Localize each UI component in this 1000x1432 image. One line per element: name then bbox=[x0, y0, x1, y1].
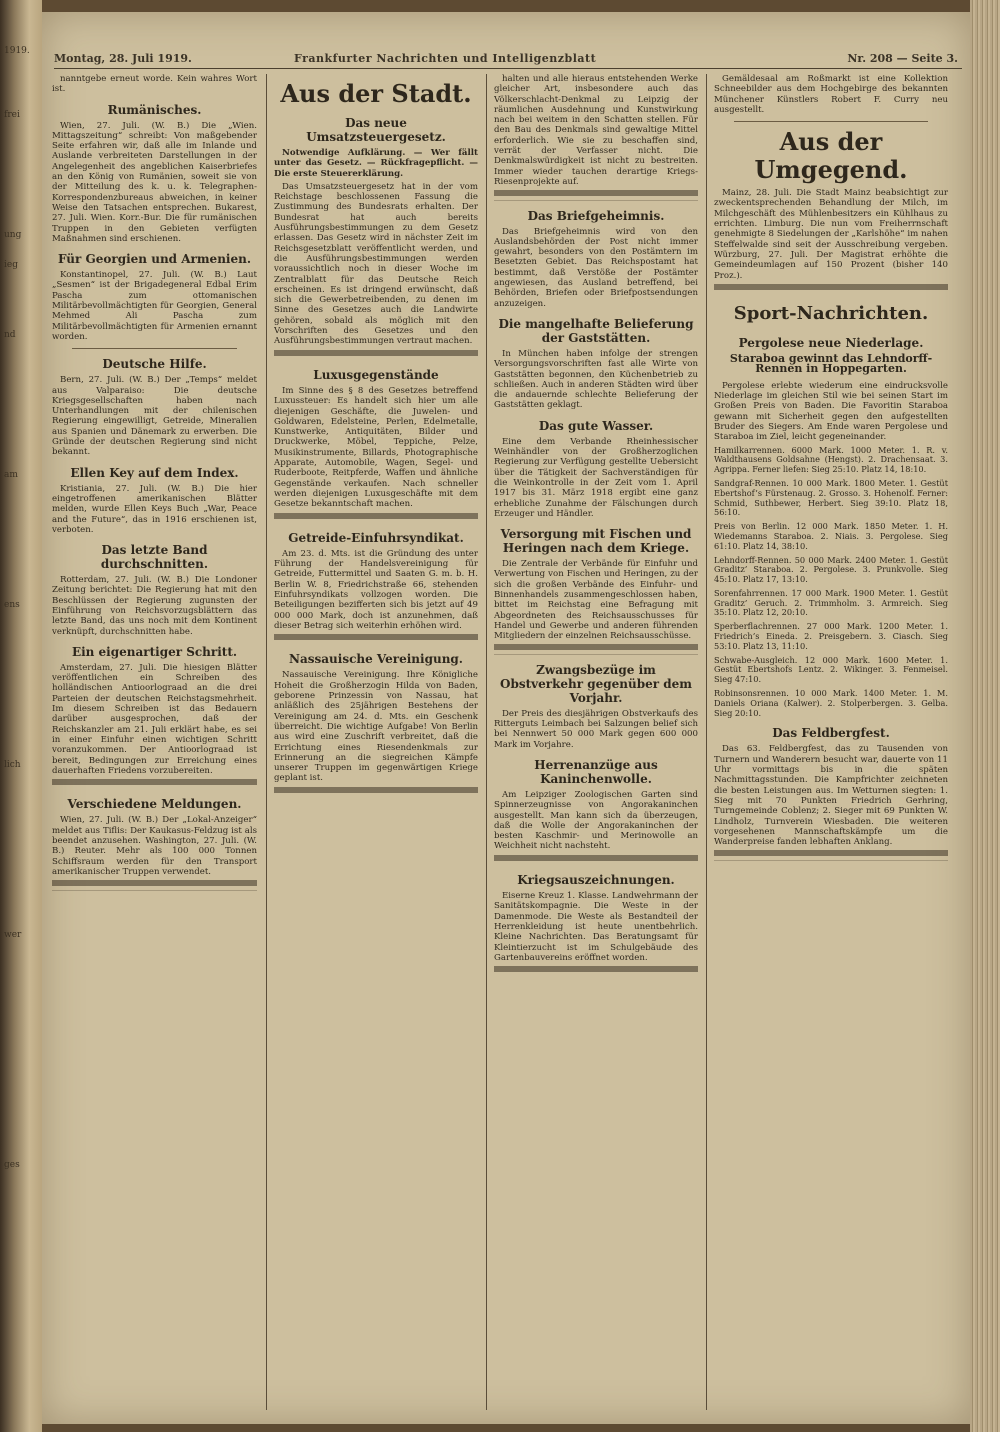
spine-fragment: ens bbox=[4, 600, 20, 610]
race-result: Hamilkarrennen. 6000 Mark. 1000 Meter. 1. R. v. Waldthausens Goldsahne (Hengst). 2. Drachensaat. 3. Agrippa. Ferner liefen: Sieg 25:10. Platz 14, 18:10. bbox=[714, 444, 948, 475]
spine-fragment: wer bbox=[4, 930, 22, 940]
race-result: Schwabe-Ausgleich. 12 000 Mark. 1600 Meter. 1. Gestüt Ebertshofs Lentz. 2. Wikinger. 3. Fenmeisel. Sieg 47:10. bbox=[714, 654, 948, 685]
headline-feldbergfest: Das Feldbergfest. bbox=[772, 726, 890, 741]
article-text: Wien, 27. Juli. (W. B.) Die „Wien. Mittagszeitung“ schreibt: Von maßgebender Seite erfahren wir, daß alle im Inlande und Auslande verbreiteten Darstellungen in der Angelegenheit des angeblichen Kaiserbriefes an den König von Rumänien, soweit sie von der Mitteilung des k. u. k. Telegraphen-Korrespondenzbureaus abweichen, in keiner Weise den Tatsachen entsprechen. Bukarest, 27. Juli. Wien. Korr.-Bur. Die für rumänischen Truppen in den Gebieten verfügten Maßnahmen sind erschienen. bbox=[52, 120, 257, 244]
article-text: Konstantinopel, 27. Juli. (W. B.) Laut „Sesmen“ ist der Brigadegeneral Edbal Erim Pascha zum ottomanischen Militärbevollmächtigten für Georgien, General Mehmed Ali Pascha zum Militärbevollmächtigten für Armenien ernannt worden. bbox=[52, 270, 257, 342]
lead-text: nanntgebe erneut worde. Kein wahres Wort ist. bbox=[52, 74, 257, 95]
column-rule bbox=[706, 74, 707, 1410]
headline-briefgeheimnis: Das Briefgeheimnis. bbox=[527, 208, 665, 223]
headline-eigenartiger-schritt: Ein eigenartiger Schritt. bbox=[71, 644, 238, 659]
article-text: Das Umsatzsteuergesetz hat in der vom Reichstage beschlossenen Fassung die Zustimmung des Bundesrats erhalten. Der Bundesrat hat auch bereits Ausführungsbestimmungen zu dem Gesetz erlassen. Das Gesetz wird in nächster Zeit im Reichsgesetzblatt veröffentlicht werden, und die Ausführungsbestimmungen werden voraussichtlich noch in dieser Woche im Zentralblatt für das Deutsche Reich erscheinen. Es ist dringend erwünscht, daß sich die Gewerbetreibenden, zu denen im Sinne des Gesetzes auch die Landwirte gehören, sobald als möglich mit den Vorschriften des Gesetzes und den Ausführungsbestimmungen vertraut machen. bbox=[274, 181, 478, 347]
article-text: Nassauische Vereinigung. Ihre Königliche Hoheit die Großherzogin Hilda von Baden, geborene Prinzessin von Nassau, hat anläßlich des 25jährigen Bestehens der Vereinigung am 24. d. Mts. ein Geschenk überreicht. Die wichtige Aufgabe! Von Berlin aus wird eine Zuschrift verbreitet, daß die Errichtung eines Riesendenkmals zur Erinnerung an die siegreichen Kämpfe unserer Truppen im gegenwärtigen Kriege geplant ist. bbox=[274, 670, 478, 784]
section-title-aus-der-stadt: Aus der Stadt. bbox=[280, 79, 472, 108]
headline-georgien: Für Georgien und Armenien. bbox=[57, 252, 252, 267]
spine-fragment: nd bbox=[4, 330, 16, 340]
headline-nassauische-vereinigung: Nassauische Vereinigung. bbox=[289, 652, 463, 667]
page-edge-stack bbox=[970, 0, 1000, 1432]
spine-fragment: ieg bbox=[4, 260, 18, 270]
spine-fragment: 1919. bbox=[4, 46, 30, 56]
section-title-aus-der-umgegend: Aus der Umgegend. bbox=[754, 127, 908, 185]
illegible-text bbox=[494, 190, 698, 200]
column-rule bbox=[266, 74, 267, 1410]
article-text: Mainz, 28. Juli. Die Stadt Mainz beabsichtigt zur zweckentsprechenden Behandlung der Milch, im Milchgeschäft des Mühlenbesitzers ein Kühlhaus zu errichten. Limburg. Die nun vom Freiherrnschaft genehmigte 8 Siedelungen der „Karlshöhe“ im nahen Steffelwalde sind seit der Ausschreibung vergeben. Würzburg, 27. Juli. Der Magistrat erhöhte die Gemeindeumlagen auf 150 Prozent (bisher 140 Proz.). bbox=[714, 188, 948, 281]
illegible-text bbox=[494, 855, 698, 865]
masthead-line bbox=[54, 52, 962, 69]
article-text: In München haben infolge der strengen Versorgungsvorschriften fast alle Wirte von Gaststätten begonnen, den Küchenbetrieb zu schließen. Auch in anderen Städten wird über die andauernde schlechte Belieferung der Gaststätten geklagt. bbox=[494, 348, 698, 411]
illegible-text bbox=[714, 850, 948, 860]
race-result: Lehndorff-Rennen. 50 000 Mark. 2400 Meter. 1. Gestüt Graditz’ Staraboa. 2. Pergolese. 3. Prunkvolle. Sieg 45:10. Platz 17, 13:10. bbox=[714, 554, 948, 585]
illegible-text bbox=[494, 644, 698, 654]
masthead-page-number: Nr. 208 — Seite 3. bbox=[847, 52, 958, 65]
separator bbox=[734, 121, 928, 122]
headline-verschiedene-meldungen: Verschiedene Meldungen. bbox=[67, 797, 242, 812]
article-text: Kristiania, 27. Juli. (W. B.) Die hier eingetroffenen amerikanischen Blätter melden, wurde Ellen Keys Buch „War, Peace and the Future“, das in 1916 erschienen ist, verboten. bbox=[52, 483, 257, 535]
masthead-title: Frankfurter Nachrichten und Intelligenzblatt bbox=[294, 52, 597, 65]
article-text: Rotterdam, 27. Juli. (W. B.) Die Londoner Zeitung berichtet: Die Regierung hat mit den Beschlüssen der Regierung zugunsten der Einführung von Reichsvorzugsblättern das letzte Band, das uns noch mit dem Kontinent verknüpft, durchschnitten habe. bbox=[52, 575, 257, 637]
illegible-text bbox=[274, 350, 478, 360]
illegible-text bbox=[494, 966, 698, 976]
headline-rumaenisches: Rumänisches. bbox=[107, 102, 202, 117]
illegible-text bbox=[52, 779, 257, 789]
headline-fische-heringe: Versorgung mit Fischen und Heringen nach dem Kriege. bbox=[500, 527, 692, 556]
article-text: Bern, 27. Juli. (W. B.) Der „Temps“ meldet aus Valparaiso: Die deutsche Kriegsgesellschaften haben nach Unterhandlungen mit der chilenischen Regierung eingewilligt, Getreide, Mineralien aus Spanien und Dänemark zu erwerben. Die Gründe der deutschen Regierung sind nicht bekannt. bbox=[52, 375, 257, 458]
spine-fragment: am bbox=[4, 470, 18, 480]
article-text: Gemäldesaal am Roßmarkt ist eine Kollektion Schneebilder aus dem Hochgebirge des bekannten Münchener Künstlers Robert F. Curry neu ausgestellt. bbox=[714, 74, 948, 115]
article-text: Amsterdam, 27. Juli. Die hiesigen Blätter veröffentlichen ein Schreiben des holländischen Antioorlograad an die drei Parteien der deutschen Reichstagsmehrheit. Im diesem Schreiben ist das Bedauern darüber ausgesprochen, daß der Reichskanzler am 21. Juli erklärt habe, es sei in einer Einfuhr einen wichtigen Schritt voranzukommen. Der Antioorlograad ist bereit, Bedingungen zur Erreichung eines dauerhaften Friedens vorzubereiten. bbox=[52, 662, 257, 776]
article-text: Eiserne Kreuz 1. Klasse. Landwehrmann der Sanitätskompagnie. Die Weste in der Damenmode. Die Weste als Bestandteil der Herrenkleidung ist heute unentbehrlich. Kleine Nachrichten. Das Beratungsamt für Kleintierzucht ist im Schulgebäude des Gartenbauvereins eröffnet worden. bbox=[494, 891, 698, 963]
article-intro: Notwendige Aufklärung. — Wer fällt unter das Gesetz. — Rückfragepflicht. — Die erste Steuererklärung. bbox=[274, 148, 478, 179]
headline-deutsche-hilfe: Deutsche Hilfe. bbox=[102, 357, 207, 372]
headline-getreide-einfuhrsyndikat: Getreide-Einfuhrsyndikat. bbox=[288, 530, 464, 545]
illegible-text bbox=[274, 787, 478, 797]
separator bbox=[72, 348, 237, 349]
article-text: Am 23. d. Mts. ist die Gründung des unter Führung der Handelsvereinigung für Getreide, Futtermittel und Saaten G. m. b. H. Berlin W. 8, Friedrichstraße 66, stehenden Einfuhrsyndikats vollzogen worden. Die Beteiligungen bezifferten sich bis jetzt auf 49 000 000 Mark, doch ist anzunehmen, daß dieser Betrag sich weiterhin erhöhen wird. bbox=[274, 548, 478, 631]
article-text: Der Preis des diesjährigen Obstverkaufs des Ritterguts Leimbach bei Salzungen belief sich bei Nennwert 50 000 Mark gegen 600 000 Mark im Vorjahre. bbox=[494, 708, 698, 750]
headline-umsatzsteuer: Das neue Umsatzsteuergesetz. bbox=[306, 116, 446, 144]
masthead-date: Montag, 28. Juli 1919. bbox=[54, 52, 192, 65]
newspaper-page bbox=[42, 12, 970, 1424]
race-result: Sperberflachrennen. 27 000 Mark. 1200 Meter. 1. Friedrich’s Eineda. 2. Preisgebern. 3. Ciasch. Sieg 53:10. Platz 13, 11:10. bbox=[714, 621, 948, 651]
section-title-sport-nachrichten: Sport-Nachrichten. bbox=[733, 303, 929, 325]
book-spine bbox=[0, 0, 42, 1432]
article-text: Das 63. Feldbergfest, das zu Tausenden von Turnern und Wanderern besucht war, dauerte von 11 Uhr vormittags bis in die späten Nachmittagsstunden. Die Kampfrichter zeichneten die besten Leistungen aus. Im Wetturnen siegten: 1. Sieg mit 70 Punkten Friedrich Gerhring, Turngemeinde Coblenz; 2. Sieger mit 69 Punkten W. Lindholz, Turnverein Wiesbaden. Die weiteren vorgesehenen Mannschaftskämpfe um die Wanderpreise fanden lebhaften Anklang. bbox=[714, 744, 948, 848]
illegible-text bbox=[274, 513, 478, 523]
race-result: Robinsonsrennen. 10 000 Mark. 1400 Meter. 1. M. Daniels Oriana (Kalwer). 2. Stolperbergen. 3. Gelba. Sieg 20:10. bbox=[714, 688, 948, 718]
article-text: Im Sinne des § 8 des Gesetzes betreffend Luxussteuer: Es handelt sich hier um alle diejenigen Geschäfte, die Juwelen- und Goldwaren, Edelsteine, Perlen, Edelmetalle, Kunstwerke, Antiquitäten, Bilder und Druckwerke, Möbel, Teppiche, Pelze, Musikinstrumente, Billards, Photographische Apparate, Automobile, Wagen, Segel- und Ruderboote, Reitpferde, Waffen und ähnliche Gegenstände verkaufen. Nach schneller werden diejenigen Luxusgeschäfte mit dem Gesetze bekanntschaft machen. bbox=[274, 385, 478, 510]
race-results bbox=[714, 446, 948, 719]
article-text: halten und alle hieraus entstehenden Werke gleicher Art, insbesondere auch das Völkerschlacht-Denkmal zu Leipzig der räumlichen Ausdehnung und Kunstwirkung nach bei weitem in den Schatten stellen. Für den Bau des Denkmals sind gewaltige Mittel erforderlich. Wie sie zu beschaffen sind, verrät der Verfasser nicht. Die Denkmalswürdigkeit ist nicht zu bestreiten. Immer wieder tauchen derartige Kriegs-Riesenprojekte auf. bbox=[494, 74, 698, 187]
column-3 bbox=[494, 74, 698, 1410]
spine-fragment: ges bbox=[4, 1160, 20, 1170]
article-text: Wien, 27. Juli. (W. B.) Der „Lokal-Anzeiger“ meldet aus Tiflis: Der Kaukasus-Feldzug ist als beendet anzusehen. Washington, 27. Juli. (W. B.) Reuter. Mehr als 100 000 Tonnen Schiffsraum werden für den Transport amerikanischer Truppen verwendet. bbox=[52, 815, 257, 877]
subheadline-staraboa: Staraboa gewinnt das Lehndorff-Rennen in Hoppegarten. bbox=[729, 352, 933, 376]
headline-gaststaetten: Die mangelhafte Belieferung der Gaststätten. bbox=[498, 316, 694, 345]
article-text: Pergolese erlebte wiederum eine eindrucksvolle Niederlage im gleichen Stil wie bei seinen Start im Großen Preis von Baden. Die Favoritin Staraboa gewann mit Sicherheit gegen den aufgestellten Bruder des Siegers. Am Ende waren Pergolese und Staraboa im Ziel, leicht gegeneinander. bbox=[714, 380, 948, 443]
headline-ellen-key: Ellen Key auf dem Index. bbox=[70, 465, 239, 480]
column-4 bbox=[714, 74, 948, 1410]
illegible-text bbox=[52, 880, 257, 890]
spine-fragment: lich bbox=[4, 760, 21, 770]
article-text: Am Leipziger Zoologischen Garten sind Spinnerzeugnisse von Angorakaninchen ausgestellt. Man kann sich da überzeugen, daß die Wolle der Angorakaninchen der besten Kaschmir- und Merinowolle an Weichheit nicht nachsteht. bbox=[494, 789, 698, 852]
headline-obstverkehr: Zwangsbezüge im Obstverkehr gegenüber dem Vorjahr. bbox=[500, 662, 692, 705]
race-result: Preis von Berlin. 12 000 Mark. 1850 Meter. 1. H. Wiedemanns Staraboa. 2. Niais. 3. Pergolese. Sieg 61:10. Platz 14, 38:10. bbox=[714, 521, 948, 551]
spine-fragment: frei bbox=[4, 110, 20, 120]
spine-fragment: ung bbox=[4, 230, 22, 240]
headline-gute-wasser: Das gute Wasser. bbox=[538, 418, 654, 433]
article-text: Das Briefgeheimnis wird von den Auslandsbehörden der Post nicht immer gewahrt, besonders von den Postämtern im Besetzten Gebiet. Das Reichspostamt hat bestimmt, daß Verstöße der Postämter angewiesen, das Ausland betreffend, bei Behörden, Briefen oder Briefpostsendungen anzuzeigen. bbox=[494, 226, 698, 309]
article-text: Die Zentrale der Verbände für Einfuhr und Verwertung von Fischen und Heringen, zu der sich die großen Verbände des Einfuhr- und Binnenhandels zusammengeschlossen haben, bittet im Reichstag eine Befragung mit Abgeordneten des Reichsausschusses für Handel und Gewerbe und anderen führenden Mitgliedern der einzelnen Reichsausschüsse. bbox=[494, 559, 698, 642]
illegible-text bbox=[714, 284, 948, 294]
column-1 bbox=[52, 74, 257, 1410]
illegible-text bbox=[274, 634, 478, 644]
article-text: Eine dem Verbande Rheinhessischer Weinhändler von der Großherzoglichen Regierung zur Verfügung gestellte Uebersicht über die Tätigkeit der Sachverständigen für die Weinkontrolle in der Zeit vom 1. April 1917 bis 31. März 1918 ergibt eine ganz erhebliche Zunahme der Fälschungen durch Erzeuger und Händler. bbox=[494, 436, 698, 519]
column-2 bbox=[274, 74, 478, 1410]
headline-letzte-band: Das letzte Band durchschnitten. bbox=[100, 543, 209, 572]
headline-herrenanzuege: Herrenanzüge aus Kaninchenwolle. bbox=[534, 757, 658, 786]
race-result: Sorenfahrrennen. 17 000 Mark. 1900 Meter. 1. Gestüt Graditz’ Geruch. 2. Trimmholm. 3. Armreich. Sieg 35:10. Platz 12, 20:10. bbox=[714, 587, 948, 618]
headline-pergolese: Pergolese neue Niederlage. bbox=[738, 336, 924, 351]
race-result: Sandgraf-Rennen. 10 000 Mark. 1800 Meter. 1. Gestüt Ebertshof’s Fürstenaug. 2. Grosso. 3. Hohenolf. Ferner: Schmid, Suthbewer, Herbert. Sieg 39:10. Platz 18, 56:10. bbox=[714, 477, 948, 518]
headline-kriegsauszeichnungen: Kriegsauszeichnungen. bbox=[517, 873, 675, 888]
headline-luxusgegenstaende: Luxusgegenstände bbox=[313, 367, 439, 382]
column-rule bbox=[486, 74, 487, 1410]
